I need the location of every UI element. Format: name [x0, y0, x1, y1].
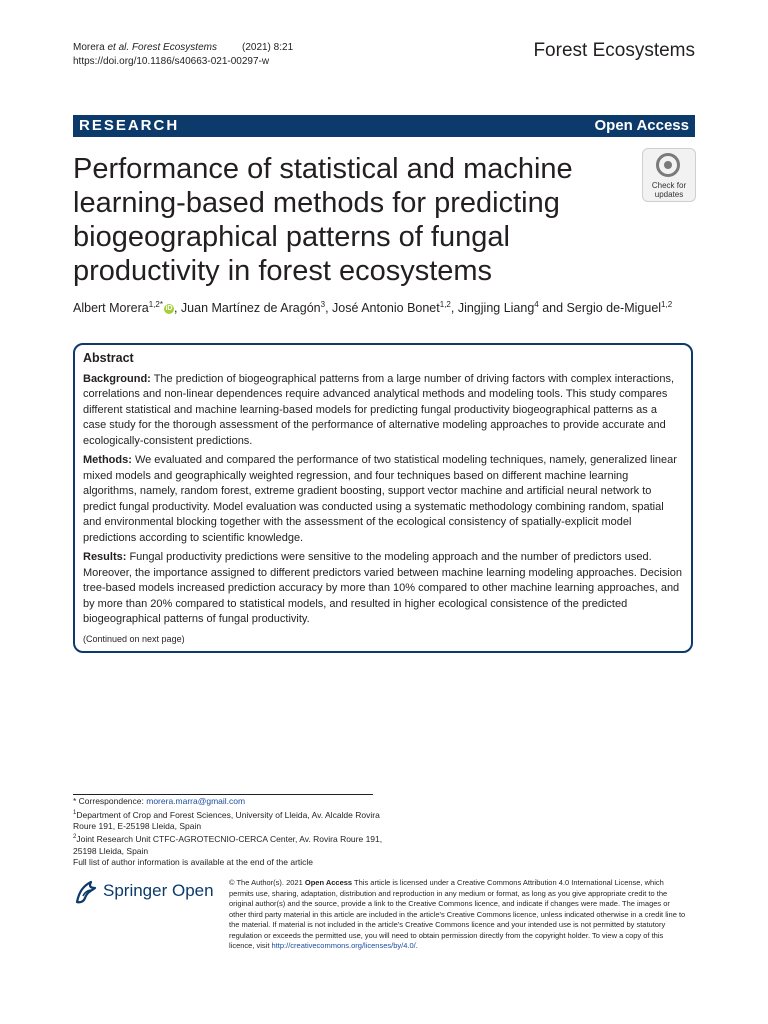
results-label: Results:	[83, 551, 127, 563]
affiliation-number: 1	[73, 809, 77, 816]
author-name[interactable]: Sergio de-Miguel	[566, 301, 662, 316]
copyright-prefix: © The Author(s). 2021	[229, 878, 305, 887]
author-affiliation: 4	[534, 300, 539, 309]
license-body: This article is licensed under a Creative Commons Attribution 4.0 International License, which permits use, sharing, adaptation, distribution and reproduction in any medium or format, as long as you give appropriate credit to the original author(s) and the source, provide a link to the Creative Commons licence, and indicate if changes were made. The images or other third party material in this article are included in the article's Creative Commons licence, unless indicated otherwise in a credit line to the material. If material is not included in the article's Creative Commons licence and your intended use is not permitted by statutory regulation or exceeds the permitted use, you will need to obtain permission directly from the copyright holder. To view a copy of this licence, visit	[229, 878, 686, 950]
open-access-bold: Open Access	[304, 878, 353, 887]
author-affiliation: 1,2	[439, 300, 451, 309]
author-name[interactable]: Juan Martínez de Aragón	[180, 301, 321, 316]
footnote-divider	[73, 794, 373, 795]
abstract-heading: Abstract	[83, 351, 134, 365]
methods-text: We evaluated and compared the performance of two statistical modeling techniques, namely, generalized linear mixed models and geographically weighted regression, and four techniques based on different machine learning algorithms, namely, random forest, extreme gradient boosting, support vector machine and artificial neural network to predict fungal productivity. Model evaluation was conducted using a systematic methodology combining random, spatial and environmental blocking together with the assessment of the ecological consistency of spatially-explicit model predictions according to scientific knowledge.	[83, 454, 677, 544]
license-statement	[229, 878, 689, 952]
background-text: The prediction of biogeographical patterns from a large number of driving factors with complex interactions, correlations and non-linear dependences require advanced analytical methods and modeling tools. This study compares different statistical and machine learning-based models for predicting fungal productivity biogeographical patterns as a case study for the thorough assessment of the performance of alternative modeling approaches to provide accurate and ecologically-consistent predictions.	[83, 372, 675, 447]
badge-line-1: Check for	[651, 181, 687, 190]
methods-label: Methods:	[83, 454, 132, 466]
article-type-label: RESEARCH	[79, 117, 180, 134]
check-for-updates-badge[interactable]	[642, 148, 696, 202]
article-title: Performance of statistical and machine learning-based methods for predicting biogeographical patterns of fungal productivity in forest ecosystems	[73, 153, 573, 287]
abstract-methods	[83, 453, 683, 546]
license-url-link[interactable]: http://creativecommons.org/licenses/by/4.0/	[271, 941, 416, 950]
running-header	[73, 41, 293, 69]
header-authors: Morera	[73, 42, 105, 53]
header-et-al: et al.	[107, 42, 130, 53]
results-text: Fungal productivity predictions were sensitive to the modeling approach and the number of predictors used. Moreover, the importance assigned to different predictors varied between machine learning modeling approaches. Decision tree-based models increased prediction accuracy by more than 10% compared to other machine learning approaches, and by more than 20% compared to statistical models, and resulted in higher ecological consistence of the predicted biogeographical patterns of fungal productivity.	[83, 551, 683, 625]
author-name[interactable]: José Antonio Bonet	[332, 301, 440, 316]
author-name[interactable]: Jingjing Liang	[457, 301, 535, 316]
abstract-background	[83, 372, 683, 450]
affiliation-1: Department of Crop and Forest Sciences, University of Lleida, Av. Alcalde Rovira Roure 191, E-25198 Lleida, Spain	[73, 809, 380, 831]
affiliation-number: 2	[73, 834, 77, 841]
background-label: Background:	[83, 372, 151, 385]
correspondence-label: * Correspondence:	[73, 796, 147, 806]
journal-name: Forest Ecosystems	[533, 40, 695, 61]
author-list: Albert Morera$^{1,2*}$ iD , Juan Martínez de Aragón$^3$, José Antonio Bonet$^{1,2}$, Jingjing Liang$^4$ and Sergio de-Miguel$^{1,2}$	[73, 300, 673, 316]
springer-horse-icon	[73, 878, 99, 906]
orcid-icon[interactable]: iD	[165, 304, 173, 312]
author-name[interactable]: Albert Morera	[73, 301, 149, 316]
header-doi-link[interactable]: https://doi.org/10.1186/s40663-021-00297-w	[73, 56, 270, 67]
license-suffix: .	[415, 941, 418, 950]
author-affiliation: 3	[320, 300, 326, 309]
springer-open-logo[interactable]	[73, 876, 223, 906]
abstract-results	[83, 550, 683, 628]
check-for-updates-icon	[656, 153, 680, 177]
footnotes	[73, 796, 383, 869]
author-affiliation: 1,2	[661, 300, 673, 309]
correspondence-email-link[interactable]: morera.marra@gmail.com	[146, 796, 246, 806]
full-author-info-note: Full list of author information is available at the end of the article	[73, 857, 314, 868]
affiliation-2: Joint Research Unit CTFC-AGROTECNIO-CERCA Center, Av. Rovira Roure 191, 25198 Lleida, Spain	[73, 834, 383, 856]
header-year-volume: (2021) 8:21	[241, 42, 294, 53]
article-type-bar	[73, 115, 695, 137]
open-access-label: Open Access	[594, 117, 689, 134]
header-journal: Forest Ecosystems	[131, 42, 217, 53]
author-affiliation: 1,2*	[148, 300, 163, 309]
springer-open-logo-text: Springer Open	[103, 881, 214, 900]
badge-line-2: updates	[654, 190, 684, 199]
continued-note: (Continued on next page)	[83, 633, 185, 644]
abstract-box	[73, 343, 693, 653]
